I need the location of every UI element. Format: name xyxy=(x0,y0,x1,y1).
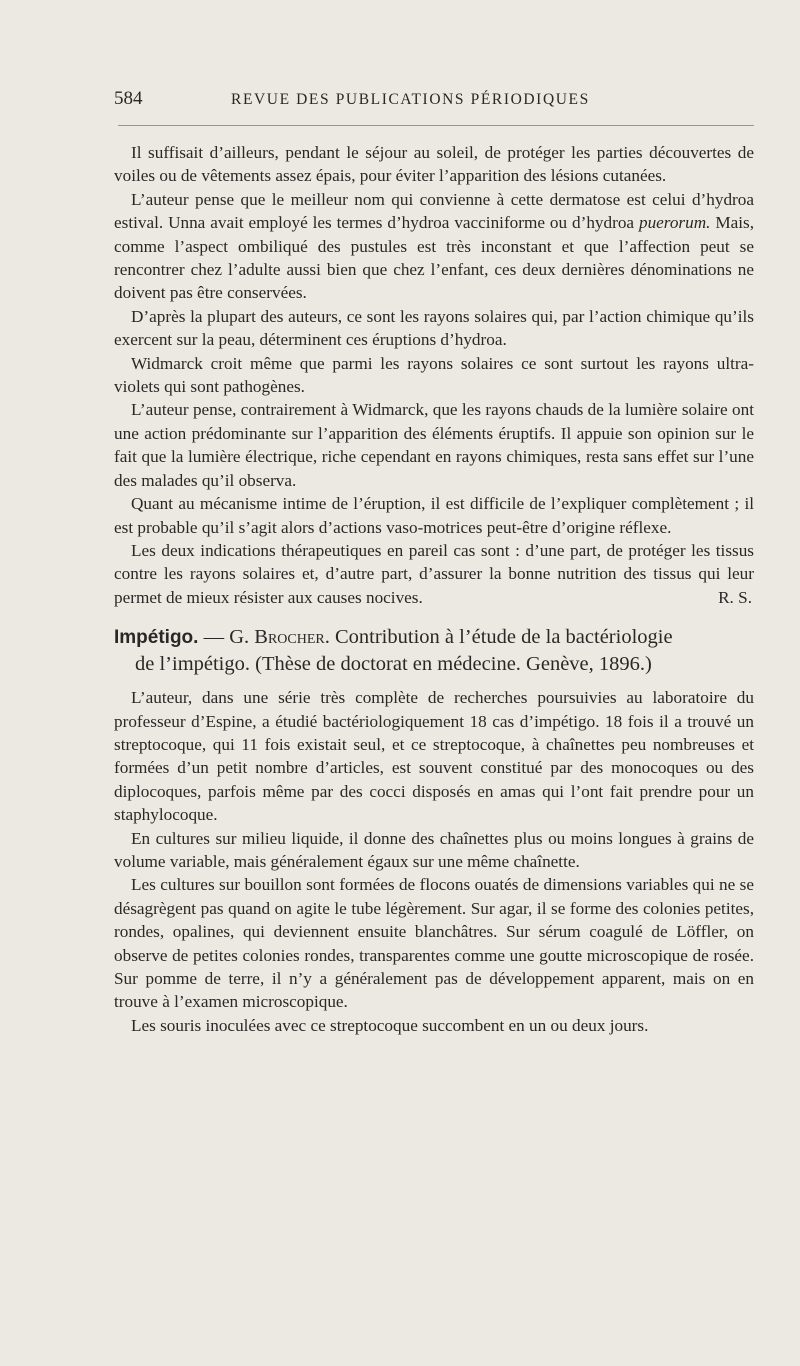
paragraph: Les cultures sur bouillon sont formées de flocons ouatés de dimensions variables qui ne se désagrègent pas quand on agite le tube légèrement. Sur agar, il se forme des colonies petites, rondes, opalines, qui deviennent ensuite blanchâtres. Sur sérum coagulé de Löffler, on observe de petites colonies rondes, transparentes comme une goutte microscopique de rosée. Sur pomme de terre, il n’y a généralement pas de développement apparent, mais on en trouve à l’examen microscopique. xyxy=(114,875,754,1012)
section-title-line2: de l’impétigo. (Thèse de doctorat en médecine. Genève, 1896.) xyxy=(135,653,652,676)
text-run: Mais, comme l’aspect ombiliqué des pustules est très inconstant et que l’affection peut se rencontrer chez l’adulte aussi bien que chez l’enfant, ces deux dernières dénominations ne doivent pas être conservées. xyxy=(114,213,755,303)
italic-term: puerorum. xyxy=(638,213,711,233)
section-dash: — G. xyxy=(198,626,255,649)
paragraph xyxy=(114,188,754,305)
paragraph: Les souris inoculées avec ce streptocoque succombent en un ou deux jours. xyxy=(131,1015,649,1035)
page-header xyxy=(114,88,754,112)
paragraph: Quant au mécanisme intime de l’éruption, il est difficile de l’expliquer complètement ; il est probable qu’il s’agit alors d’actions vaso-motrices peut-être d’origine réflexe. xyxy=(114,494,754,537)
paragraph: L’auteur, dans une série très complète de recherches poursuivies au laboratoire du professeur d’Espine, a étudié bactériologiquement 18 cas d’impétigo. 18 fois il a trouvé un streptocoque, qui 11 fois existait seul, et ce streptocoque, à chaînettes peu nombreuses et formées d’un petit nombre d’articles, est souvent constitué par des monocoques ou des diplocoques, parfois même par des cocci disposés en amas qui l’ont fait prendre pour un staphylocoque. xyxy=(114,688,754,825)
section-title: . Contribution à l’étude de la bactériologie xyxy=(324,626,673,649)
running-title: REVUE DES PUBLICATIONS PÉRIODIQUES xyxy=(231,91,590,108)
paragraph: Il suffisait d’ailleurs, pendant le séjour au soleil, de protéger les parties découvertes de voiles ou de vêtements assez épais, pour éviter l’apparition des lésions cutanées. xyxy=(114,143,754,186)
paragraph: D’après la plupart des auteurs, ce sont les rayons solaires qui, par l’action chimique qu’ils exercent sur la peau, déterminent ces éruptions d’hydroa. xyxy=(114,306,754,350)
paragraph: Widmarck croit même que parmi les rayons solaires ce sont surtout les rayons ultra-violets qui sont pathogènes. xyxy=(114,353,754,397)
text-run: L’auteur pense que le meilleur nom qui convienne à cette dermatose est celui d’hydroa estival. Unna avait employé les termes d’hydroa vacciniforme ou d’hydroa xyxy=(114,189,754,233)
header-rule xyxy=(118,125,754,126)
paragraph: Les deux indications thérapeutiques en pareil cas sont : d’une part, de protéger les tissus contre les rayons solaires et, d’autre part, d’assurer la bonne nutrition des tissus qui leur permet de mieux résister aux causes nocives. xyxy=(114,540,754,607)
section-author: Brocher xyxy=(254,626,325,649)
section-keyword: Impétigo. xyxy=(114,627,199,649)
section-heading xyxy=(114,624,754,677)
signature: R. S. xyxy=(718,587,752,607)
body-text xyxy=(114,141,754,1037)
page-number: 584 xyxy=(114,88,143,109)
paragraph: L’auteur pense, contrairement à Widmarck, que les rayons chauds de la lumière solaire ont une action prédominante sur l’apparition des éléments éruptifs. Il appuie son opinion sur le fait que la lumière électrique, riche cependant en rayons chimiques, resta sans effet sur l’une des malades qu’il observa. xyxy=(114,400,754,490)
paragraph: En cultures sur milieu liquide, il donne des chaînettes plus ou moins longues à grains de volume variable, mais généralement égaux sur une même chaînette. xyxy=(114,828,754,871)
